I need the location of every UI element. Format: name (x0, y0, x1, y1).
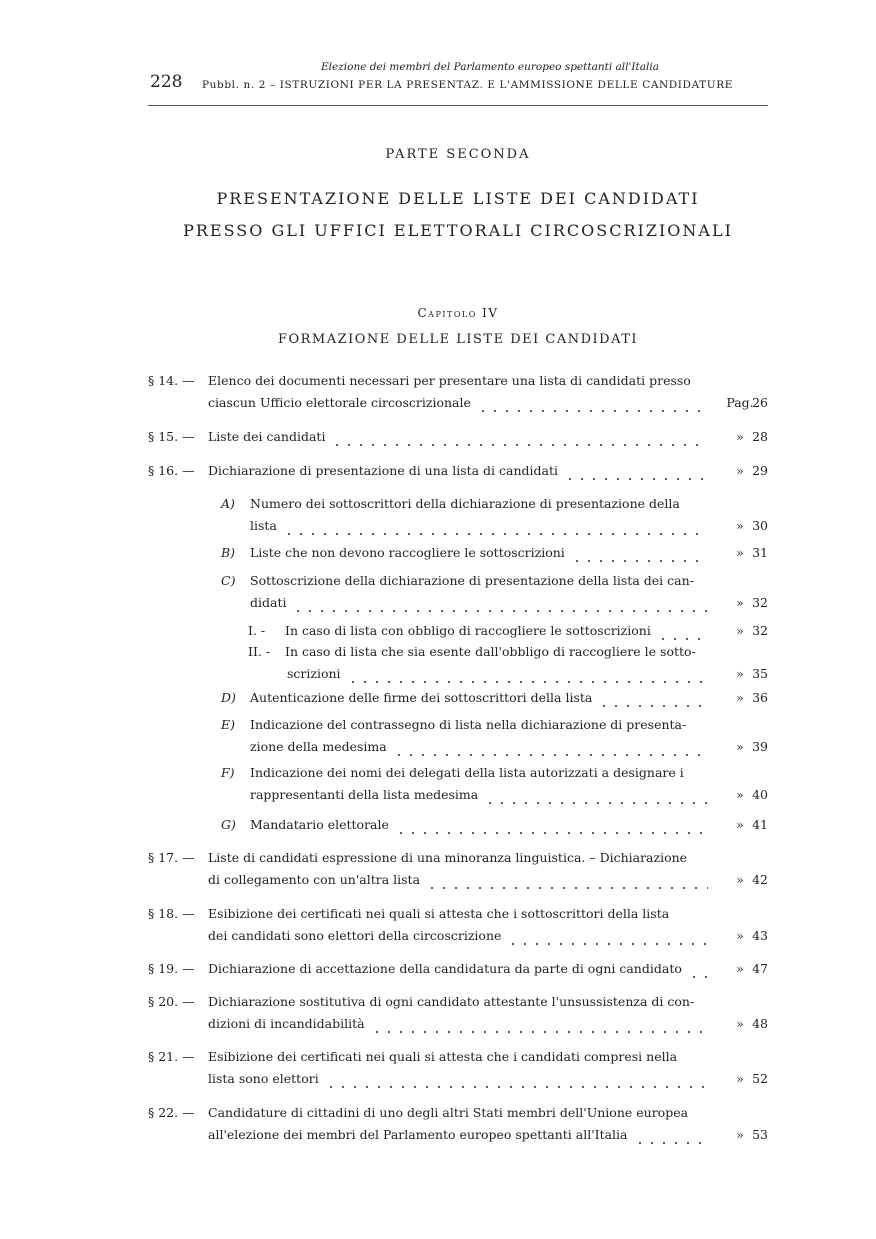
page-marker: » (736, 1127, 744, 1142)
toc-entry-text: Dichiarazione di accettazione della candidatura da parte di ogni candidato (208, 961, 682, 976)
toc-page-number: 28 (752, 429, 768, 444)
toc-entry-text: Numero dei sottoscrittori della dichiarazione di presentazione della (250, 496, 680, 511)
toc-entry-label: § 20. — (148, 994, 195, 1009)
running-title: Elezione dei membri del Parlamento europeo spettanti all'Italia (321, 61, 659, 73)
dot-leader (426, 869, 708, 891)
toc-entry (148, 460, 768, 482)
toc-entry-text: Indicazione del contrassegno di lista nella dichiarazione di presenta- (250, 717, 687, 732)
toc-entry-text: Elenco dei documenti necessari per presentare una lista di candidati presso (208, 373, 691, 388)
dot-leader (347, 663, 708, 685)
toc-entry-text: In caso di lista che sia esente dall'obbligo di raccogliere le sotto- (285, 644, 696, 659)
toc-page-number: 43 (752, 928, 768, 943)
dot-leader (657, 620, 708, 642)
dot-leader (564, 460, 708, 482)
toc-page-number: 35 (752, 666, 768, 681)
page-marker: » (736, 463, 744, 478)
toc-entry-text: Autenticazione delle firme dei sottoscrittori della lista (250, 690, 593, 705)
toc-page-number: 42 (752, 872, 768, 887)
toc-entry-text: lista sono elettori (208, 1071, 319, 1086)
toc-page-number: 32 (752, 595, 768, 610)
toc-page-number: 29 (752, 463, 768, 478)
dot-leader (477, 392, 708, 414)
dot-leader (688, 958, 708, 980)
chapter-heading: Capitolo IV (417, 306, 499, 320)
page-marker: » (736, 429, 744, 444)
toc-entry (148, 958, 768, 980)
dot-leader (393, 736, 708, 758)
toc-entry-text: In caso di lista con obbligo di raccogliere le sottoscrizioni (285, 623, 651, 638)
part-title-line-2: PRESSO GLI UFFICI ELETTORALI CIRCOSCRIZIONALI (183, 221, 733, 240)
toc-entry-label: F) (221, 765, 235, 780)
dot-leader (371, 1013, 708, 1035)
part-title-line-1: PRESENTAZIONE DELLE LISTE DEI CANDIDATI (216, 189, 700, 208)
toc-entry (148, 714, 768, 758)
toc-entry (148, 1102, 768, 1146)
toc-page-number: 39 (752, 739, 768, 754)
toc-entry-text: Candidature di cittadini di uno degli altri Stati membri dell'Unione europea (208, 1105, 689, 1120)
toc-entry-text: Dichiarazione sostitutiva di ogni candidato attestante l'unsussistenza di con- (208, 994, 695, 1009)
toc-page-number: 48 (752, 1016, 768, 1031)
toc-entry-label: § 16. — (148, 463, 195, 478)
toc-entry-label: § 14. — (148, 373, 195, 388)
dot-leader (331, 426, 708, 448)
toc-entry (148, 570, 768, 614)
dot-leader (283, 515, 708, 537)
toc-entry (148, 991, 768, 1035)
page-marker: » (736, 928, 744, 943)
dot-leader (507, 925, 708, 947)
page-marker: » (736, 690, 744, 705)
toc-entry-label: § 21. — (148, 1049, 195, 1064)
toc-entry (148, 847, 768, 891)
header-rule (148, 105, 768, 106)
toc-entry (148, 493, 768, 537)
toc-page-number: 53 (752, 1127, 768, 1142)
toc-page-number: 41 (752, 817, 768, 832)
page-marker: » (736, 1071, 744, 1086)
toc-entry (148, 903, 768, 947)
toc-entry-label: § 19. — (148, 961, 195, 976)
toc-entry (148, 370, 768, 414)
toc-entry-text: Esibizione dei certificati nei quali si attesta che i sottoscrittori della lista (208, 906, 670, 921)
page-marker: » (736, 872, 744, 887)
toc-entry-text: Esibizione dei certificati nei quali si attesta che i candidati compresi nella (208, 1049, 678, 1064)
toc-entry-text: zione della medesima (250, 739, 387, 754)
toc-page-number: 31 (752, 545, 768, 560)
toc-entry (148, 814, 768, 836)
chapter-title: FORMAZIONE DELLE LISTE DEI CANDIDATI (277, 332, 639, 347)
toc-entry-label: § 17. — (148, 850, 195, 865)
toc-entry-text: Sottoscrizione della dichiarazione di presentazione della lista dei can- (250, 573, 694, 588)
toc-page-number: 26 (752, 395, 768, 410)
toc-entry-label: E) (221, 717, 236, 732)
page-marker: Pag. (726, 395, 754, 410)
toc-entry-label: § 22. — (148, 1105, 195, 1120)
toc-page-number: 36 (752, 690, 768, 705)
dot-leader (292, 592, 708, 614)
toc-entry-text: Indicazione dei nomi dei delegati della lista autorizzati a designare i (250, 765, 684, 780)
toc-entry-text: Dichiarazione di presentazione di una lista di candidati (208, 463, 559, 478)
toc-entry-text: Liste dei candidati (208, 429, 326, 444)
toc-entry-text: scrizioni (287, 666, 341, 681)
running-head: Pubbl. n. 2 – ISTRUZIONI PER LA PRESENTAZ. E L'AMMISSIONE DELLE CANDIDATURE (202, 79, 734, 91)
toc-page-number: 47 (752, 961, 768, 976)
page-marker: » (736, 1016, 744, 1031)
dot-leader (484, 784, 708, 806)
toc-entry (148, 687, 768, 709)
toc-entry-label: II. - (248, 644, 271, 659)
page-marker: » (736, 595, 744, 610)
toc-entry-label: A) (221, 496, 235, 511)
page-marker: » (736, 739, 744, 754)
toc-page-number: 30 (752, 518, 768, 533)
part-heading: PARTE SECONDA (385, 147, 531, 162)
toc-entry (148, 542, 768, 564)
toc-entry-label: G) (221, 817, 236, 832)
toc-entry (148, 426, 768, 448)
toc-entry-text: dei candidati sono elettori della circoscrizione (208, 928, 502, 943)
toc-entry-text: rappresentanti della lista medesima (250, 787, 479, 802)
page-marker: » (736, 961, 744, 976)
toc-entry-text: didati (250, 595, 287, 610)
page-marker: » (736, 817, 744, 832)
toc-entry (148, 762, 768, 806)
page-marker: » (736, 787, 744, 802)
toc-entry-text: Mandatario elettorale (250, 817, 389, 832)
toc-entry-label: C) (221, 573, 236, 588)
toc-entry-text: di collegamento con un'altra lista (208, 872, 421, 887)
page-marker: » (736, 623, 744, 638)
toc-entry-label: I. - (248, 623, 266, 638)
toc-entry (148, 620, 768, 642)
page-marker: » (736, 518, 744, 533)
dot-leader (598, 687, 708, 709)
dot-leader (325, 1068, 708, 1090)
toc-entry-label: B) (221, 545, 236, 560)
dot-leader (571, 542, 708, 564)
toc-entry (148, 641, 768, 685)
toc-entry-label: § 18. — (148, 906, 195, 921)
toc-page-number: 32 (752, 623, 768, 638)
toc-entry-text: Liste di candidati espressione di una minoranza linguistica. – Dichiarazione (208, 850, 688, 865)
toc-entry-text: Liste che non devono raccogliere le sottoscrizioni (250, 545, 565, 560)
toc-entry-label: § 15. — (148, 429, 195, 444)
toc-page-number: 40 (752, 787, 768, 802)
dot-leader (634, 1124, 708, 1146)
toc-page-number: 52 (752, 1071, 768, 1086)
toc-entry-text: lista (250, 518, 277, 533)
page-marker: » (736, 545, 744, 560)
page-marker: » (736, 666, 744, 681)
page-number: 228 (150, 72, 183, 92)
toc-entry-text: dizioni di incandidabilità (208, 1016, 365, 1031)
toc-entry-label: D) (221, 690, 236, 705)
toc-entry-text: ciascun Ufficio elettorale circoscrizionale (208, 395, 471, 410)
dot-leader (395, 814, 708, 836)
toc-entry (148, 1046, 768, 1090)
toc-entry-text: all'elezione dei membri del Parlamento europeo spettanti all'Italia (208, 1127, 628, 1142)
